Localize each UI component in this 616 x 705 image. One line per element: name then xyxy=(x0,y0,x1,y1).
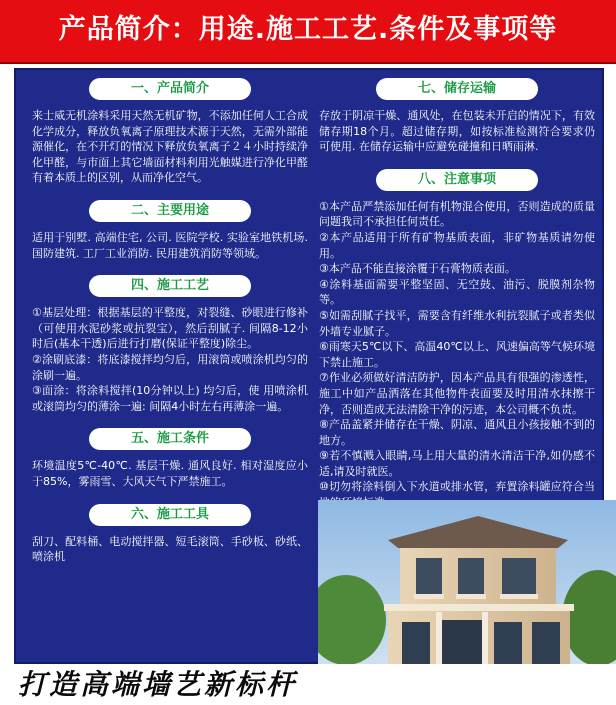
section-notes xyxy=(319,169,595,511)
section-storage xyxy=(319,78,595,155)
section-conditions xyxy=(32,428,308,489)
section-uses xyxy=(32,200,308,261)
title-banner xyxy=(0,0,616,64)
section-text-conditions: 环境温度5℃-40℃. 基层干燥. 通风良好. 相对湿度应小于85%，雾雨雪、大风天气下严禁施工。 xyxy=(32,459,308,488)
section-text-process: ①基层处理：根据基层的平整度，对裂缝、砂眼进行修补（可使用水泥砂浆或抗裂宝），然后刮腻子. 间隔8-12小时后(基本干透)后进行打磨(保证平整度)除尘。 ②涂刷底漆：将底漆搅拌均匀后，用滚筒或喷涂机均匀的涂刷一遍。 ③面涂：将涂料搅拌(10分钟以上) 均匀后，使 用喷涂机或滚筒均匀的薄涂一遍: 间隔4小时左右再薄涂一遍。 xyxy=(32,306,308,413)
section-heading-notes: 八、注意事项 xyxy=(376,169,538,191)
section-heading-conditions: 五、施工条件 xyxy=(89,428,251,450)
section-heading-process: 四、施工工艺 xyxy=(89,275,251,297)
section-tools xyxy=(32,504,308,565)
section-text-uses: 适用于别墅. 高端住宅, 公司. 医院学校. 实验室地铁机场. 国防建筑. 工厂工业消防. 民用建筑消防等领域。 xyxy=(32,230,308,260)
section-text-intro: 来士威无机涂料采用天然无机矿物，不添加任何人工合成化学成分，释放负氧离子原理技术源于天然，无需外部能源催化，在不开灯的情况下释放负氧离子２４小时持续净化甲醛，与市面上其它墙面材料利用光触媒进行净化甲醛有着本质上的区别，从而净化空气。 xyxy=(32,109,308,185)
section-text-tools: 刮刀、配料桶、电动搅拌器、短毛滚筒、手砂板、砂纸、喷涂机 xyxy=(32,534,308,564)
left-column xyxy=(32,78,308,579)
banner-title: 产品简介：用途.施工工艺.条件及事项等 xyxy=(58,14,558,45)
right-column xyxy=(319,78,595,525)
section-text-storage: 存放于阴凉干燥、通风处，在包装未开启的情况下，有效储存期18个月。超过储存期，如按标准检测符合要求仍可使用. 在储存运输中应避免碰撞和日晒雨淋. xyxy=(319,109,595,154)
section-heading-tools: 六、施工工具 xyxy=(89,504,251,526)
footer-slogan: 打造高端墙艺新标杆 xyxy=(18,668,298,701)
section-heading-storage: 七、储存运输 xyxy=(376,78,538,100)
section-process xyxy=(32,275,308,414)
section-intro xyxy=(32,78,308,186)
section-heading-intro: 一、产品简介 xyxy=(89,78,251,100)
section-text-notes: ①本产品严禁添加任何有机物混合使用，否则造成的质量问题我司不承担任何责任。 ②本产品适用于所有矿物基质表面，非矿物基质请勿使用。 ③本产品不能直接涂覆于石膏物质表面。 ④涂料基面需要平整坚固、无空鼓、油污、脱膜剂杂物等。 ⑤如需刮腻子找平，需要含有纤维水利抗裂腻子或者类似外墙专业腻子。 ⑥雨寒天5℃以下、高温40℃以上、风速偏高等气候环境下禁止施工。 ⑦作业必须做好清洁防护，因本产品具有很强的渗透性，施工中如产品洒落在其他物件表面要及时用清水抹擦干净，否则造成无法清除干净的污迹，本公司概不负责。 ⑧产品盖紧并储存在干燥、阴凉、通风且小孩接触不到的地方。 ⑨若不慎溅入眼睛,马上用大量的清水清洁干净,如仍感不适,请及时就医。 ⑩切勿将涂料倒入下水道或排水管，弃置涂料罐应符合当 xyxy=(319,199,595,494)
section-heading-uses: 二、主要用途 xyxy=(89,200,251,222)
